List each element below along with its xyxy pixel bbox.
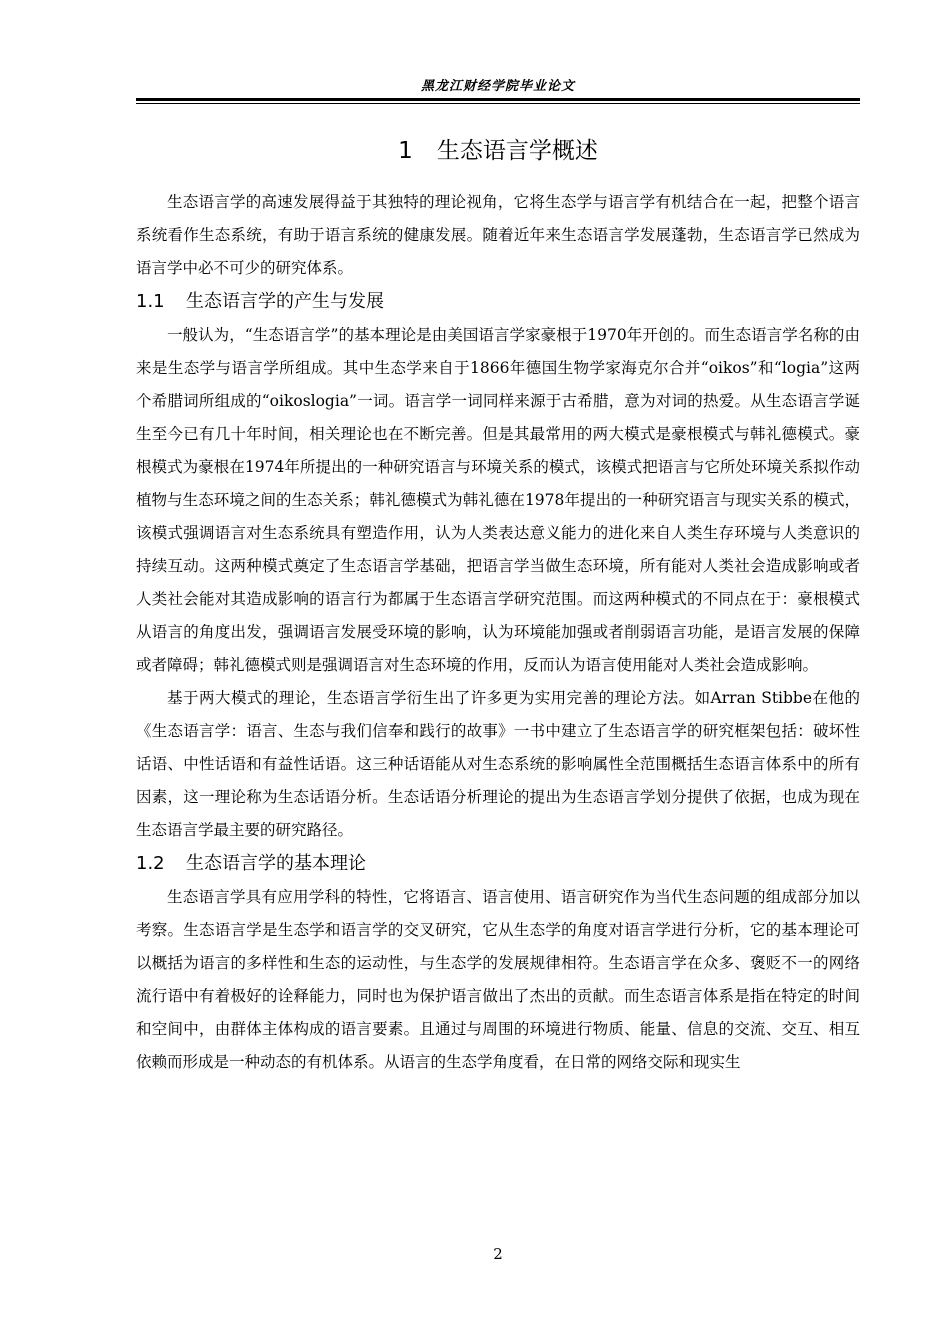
header-rule-thick [136,98,860,101]
section-title: 生态语言学的基本理论 [186,853,366,874]
section-number: 1.1 [136,291,165,312]
section-title: 生态语言学的产生与发展 [186,291,384,312]
body-paragraph: 一般认为，“生态语言学”的基本理论是由美国语言学家豪根于1970年开创的。而生态语言学名称的由来是生态学与语言学所组成。其中生态学来自于1866年德国生物学家海克尔合并“oikos”和“logia”这两个希腊词所组成的“oikoslogia”一词。语言学一词同样来源于古希腊，意为对词的热爱。从生态语言学诞生至今已有几十年时间，相关理论也在不断完善。但是其最常用的两大模式是豪根模式与韩礼德模式。豪根模式为豪根在1974年所提出的一种研究语言与环境关系的模式，该模式把语言与它所处环境关系拟作动植物与生态环境之间的生态关系；韩礼德模式为韩礼德在1978年提出的一种研究语言与现实关系的模式，该模式强调语言对生态系统具有塑造作用，认为人类表达意义能力的进化来自人类生存环境与人类意识的持续互动。这两种模式奠定了生态语言学基础，把语言学当做生态环境，所有能对人类社会造成影响或者人类社会能对其造成影响的语言行为都属于生态语言学研究范围。而这两种模式的不同点在于：豪根模式从语言的角度出发，强调语言发展受环境的影响，认为环境能加强或者削弱语言功能，是语言发展的保障或者障碍；韩礼德模式则是强调语言对生态环境的作用，反而认为语言使用能对人类社会造成影响。 [136,326,860,674]
body-paragraph: 基于两大模式的理论，生态语言学衍生出了许多更为实用完善的理论方法。如Arran Stibbe在他的《生态语言学：语言、生态与我们信奉和践行的故事》一书中建立了生态语言学的研究框架包括：破坏性话语、中性话语和有益性话语。这三种话语能从对生态系统的影响属性全范围概括生态语言体系中的所有因素，这一理论称为生态话语分析。生态话语分析理论的提出为生态语言学划分提供了依据，也成为现在生态语言学最主要的研究路径。 [136,689,860,839]
section-heading [136,847,860,881]
chapter-title-text: 生态语言学概述 [436,138,598,164]
chapter-title [136,134,860,168]
chapter-number: 1 [398,138,413,164]
body-paragraph: 生态语言学具有应用学科的特性，它将语言、语言使用、语言研究作为当代生态问题的组成部分加以考察。生态语言学是生态学和语言学的交叉研究，它从生态学的角度对语言学进行分析，它的基本理论可以概括为语言的多样性和生态的运动性，与生态学的发展规律相符。生态语言学在众多、褒贬不一的网络流行语中有着极好的诠释能力，同时也为保护语言做出了杰出的贡献。而生态语言体系是指在特定的时间和空间中，由群体主体构成的语言要素。且通过与周围的环境进行物质、能量、信息的交流、交互、相互依赖而形成是一种动态的有机体系。从语言的生态学角度看，在日常的网络交际和现实生 [136,888,860,1071]
section-number: 1.2 [136,853,165,874]
section-heading [136,285,860,319]
header-rule-thin [136,103,860,104]
intro-paragraph: 生态语言学的高速发展得益于其独特的理论视角，它将生态学与语言学有机结合在一起，把整个语言系统看作生态系统，有助于语言系统的健康发展。随着近年来生态语言学发展蓬勃，生态语言学已然成为语言学中必不可少的研究体系。 [136,193,860,277]
page-number: 2 [493,1245,503,1263]
running-header: 黑龙江财经学院毕业论文 [420,79,575,94]
body-content [136,186,860,1079]
